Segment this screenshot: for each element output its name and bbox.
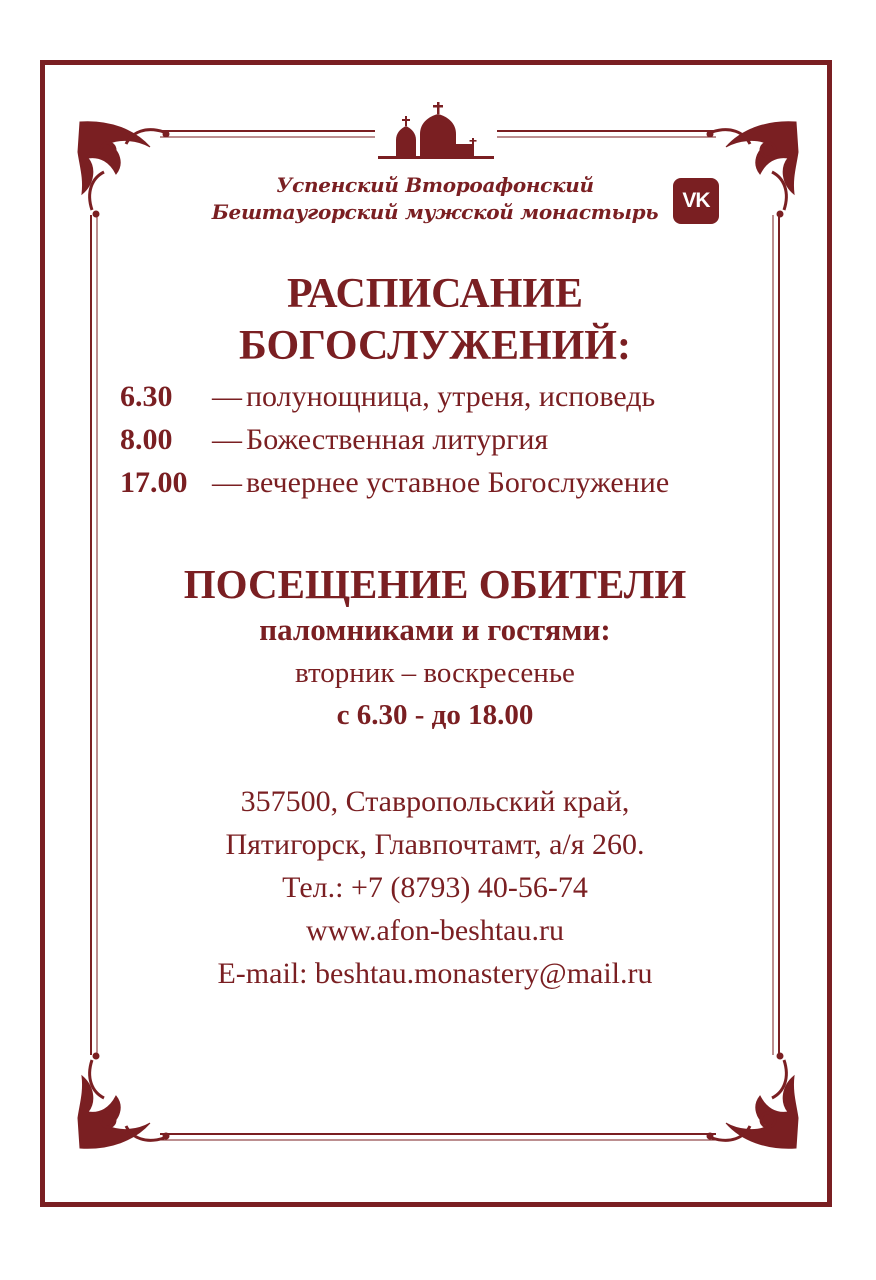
schedule-title-line1: РАСПИСАНИЕ: [286, 271, 584, 317]
service-name: вечернее уставное Богослужение: [246, 466, 670, 499]
dash: —: [212, 380, 242, 413]
schedule-row: [120, 461, 780, 504]
schedule-title-line2: БОГОСЛУЖЕНИЙ:: [239, 323, 631, 369]
address-line2: Пятигорск, Главпочтамт, а/я 260.: [225, 828, 645, 861]
schedule-row: [120, 418, 780, 461]
visit-hours: с 6.30 - до 18.00: [336, 699, 534, 731]
schedule-row: [120, 375, 780, 418]
monastery-name-line1: Успенский Второафонский: [276, 173, 594, 197]
visit-subtitle: паломниками и гостями:: [259, 612, 611, 647]
visit-days: вторник – воскресенье: [295, 657, 575, 689]
address-line1: 357500, Ставропольский край,: [240, 785, 630, 818]
phone: Тел.: +7 (8793) 40-56-74: [282, 871, 588, 904]
schedule-list: [120, 375, 780, 504]
contacts: [100, 780, 770, 995]
service-time: 8.00: [120, 423, 173, 456]
monastery-name-line2: Бештаугорский мужской монастырь: [211, 200, 659, 224]
service-name: полунощница, утреня, исповедь: [246, 380, 656, 413]
schedule-title: [100, 268, 770, 372]
church-logo: [378, 100, 494, 162]
dash: —: [212, 423, 242, 456]
service-time: 17.00: [120, 466, 188, 499]
vk-icon[interactable]: [673, 178, 719, 224]
email-link[interactable]: E-mail: beshtau.monastery@mail.ru: [217, 957, 653, 990]
vk-icon-label: VK: [682, 189, 710, 212]
website-link[interactable]: www.afon-beshtau.ru: [306, 914, 564, 947]
service-time: 6.30: [120, 380, 173, 413]
service-name: Божественная литургия: [246, 423, 549, 456]
visit-title: ПОСЕЩЕНИЕ ОБИТЕЛИ: [183, 561, 687, 607]
dash: —: [212, 466, 242, 499]
monastery-name: [200, 172, 670, 226]
